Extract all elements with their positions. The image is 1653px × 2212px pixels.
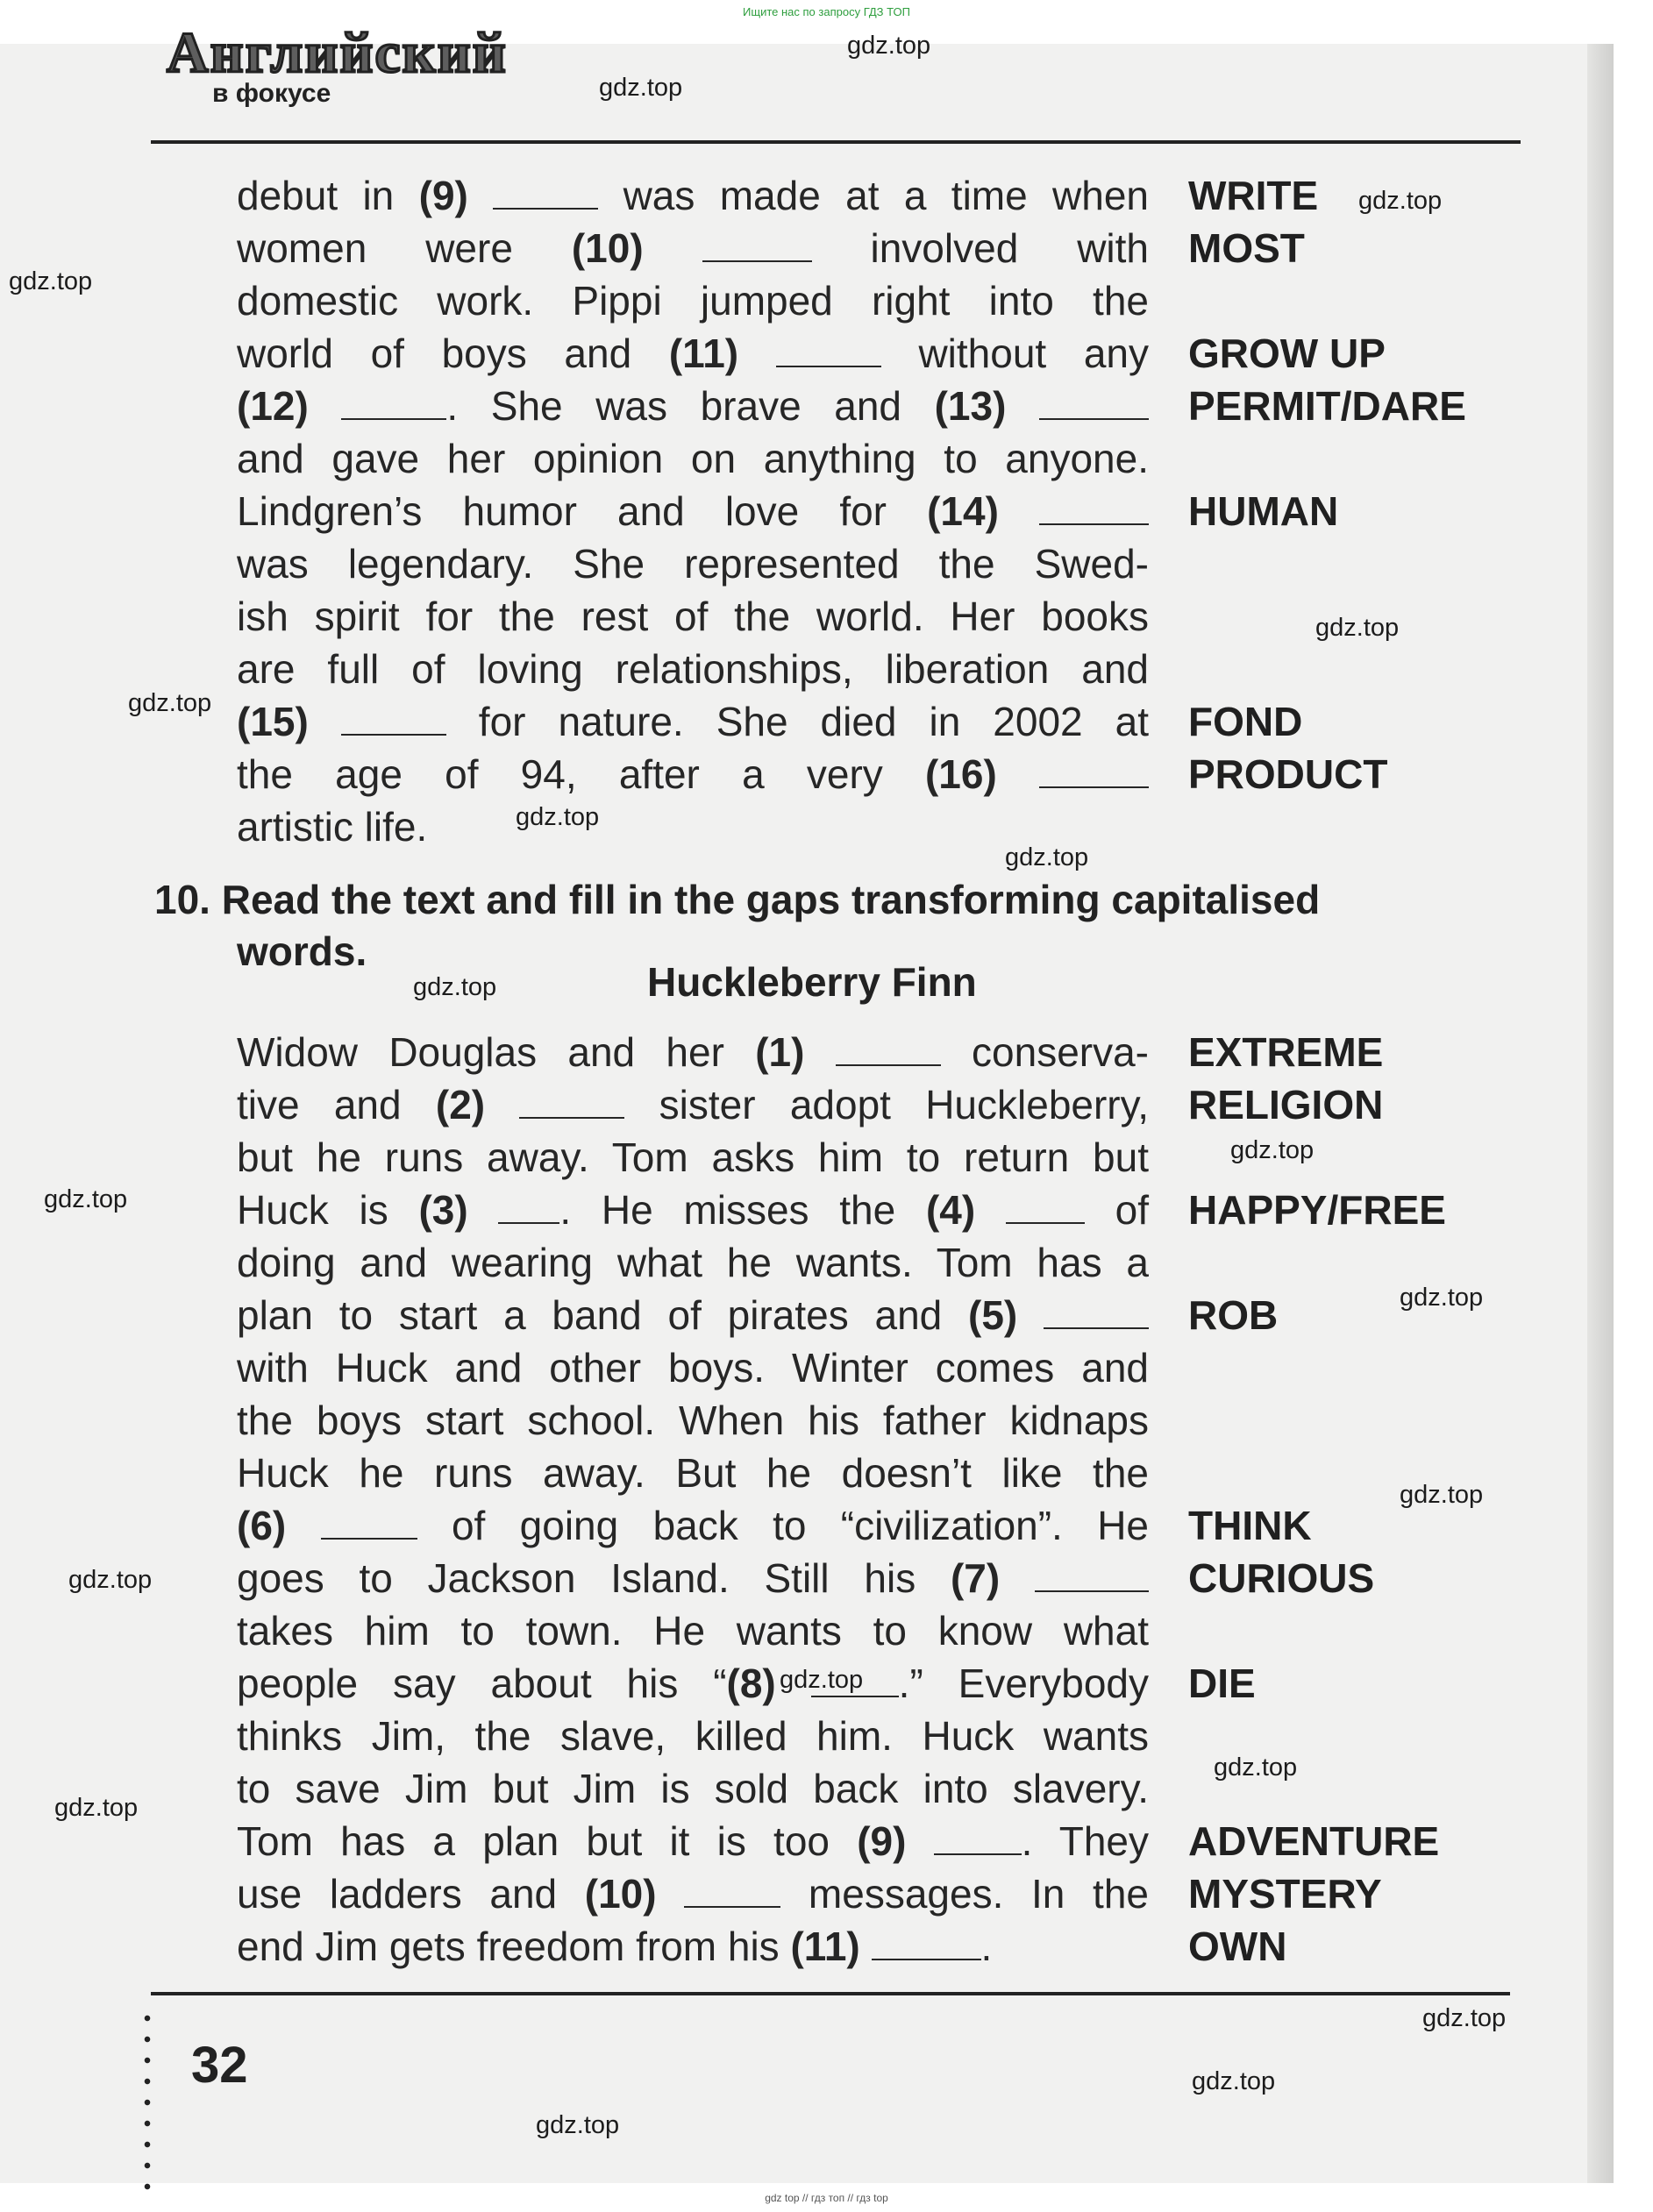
answer-gap[interactable] <box>321 1501 417 1540</box>
answer-gap[interactable] <box>1006 1185 1085 1224</box>
capitalised-word: OWN <box>1188 1924 1287 1969</box>
header-rule <box>151 140 1521 144</box>
answer-gap[interactable] <box>1044 1291 1149 1329</box>
capitalised-word: CURIOUS <box>1188 1555 1375 1601</box>
answer-gap[interactable] <box>836 1028 941 1066</box>
watermark: gdz.top <box>1192 2067 1276 2095</box>
answer-gap[interactable] <box>1039 381 1149 420</box>
gap-number: (2) <box>435 1082 486 1127</box>
text-line: with Huck and other boys. Winter comes and <box>237 1345 1149 1391</box>
text-line: thinks Jim, the slave, killed him. Huck wants <box>237 1713 1149 1759</box>
text-line: (15) for nature. She died in 2002 at <box>237 699 1149 744</box>
exercise-instruction: Read the text and fill in the gaps transforming capitalised <box>221 877 1321 922</box>
watermark: gdz.top <box>413 973 497 1001</box>
text-line: debut in (9) was made at a time when <box>237 173 1150 218</box>
text-line: and gave her opinion on anything to anyone. <box>237 436 1149 481</box>
answer-gap[interactable] <box>776 329 881 367</box>
capitalised-word: THINK <box>1188 1503 1312 1548</box>
text-line: end Jim gets freedom from his (11) . <box>237 1924 993 1969</box>
answer-gap[interactable] <box>498 1185 559 1224</box>
bottom-banner: gdz top // гдз топ // гдз top <box>765 2192 888 2204</box>
top-banner: Ищите нас по запросу ГДЗ ТОП <box>743 5 910 18</box>
watermark: gdz.top <box>1315 614 1400 642</box>
gap-number: (10) <box>571 225 644 271</box>
text-line: tive and (2) sister adopt Huckleberry, <box>237 1082 1149 1127</box>
capitalised-word: DIE <box>1188 1661 1256 1706</box>
book-logo <box>167 21 508 108</box>
text-line: women were (10) involved with <box>237 225 1149 271</box>
gap-number: (11) <box>668 331 739 376</box>
book-logo-subtitle: в фокусе <box>212 79 331 108</box>
answer-gap[interactable] <box>872 1922 981 1960</box>
capitalised-word: RELIGION <box>1188 1082 1384 1127</box>
text-line: the age of 94, after a very (16) <box>237 748 1149 800</box>
text-line: Tom has a plan but it is too (9) . They <box>237 1818 1150 1864</box>
gap-number: (10) <box>584 1871 657 1917</box>
capitalised-word: PRODUCT <box>1188 751 1388 797</box>
book-logo-title: Английский <box>167 21 508 85</box>
text-line: ish spirit for the rest of the world. Her books <box>237 594 1149 639</box>
gap-number: (4) <box>925 1187 976 1233</box>
text-line: (6) of going back to “civilization”. He <box>237 1503 1149 1548</box>
watermark: gdz.top <box>9 267 93 295</box>
text-line: domestic work. Pippi jumped right into the <box>237 278 1149 324</box>
text-line: to save Jim but Jim is sold back into slavery. <box>237 1766 1149 1811</box>
watermark: gdz.top <box>68 1566 153 1594</box>
text-line: Huck he runs away. But he doesn’t like the <box>237 1450 1149 1496</box>
gap-number: (8) <box>726 1661 776 1706</box>
gap-number: (7) <box>950 1555 1001 1601</box>
footer-rule <box>151 1992 1510 1995</box>
gap-number: (13) <box>934 383 1007 429</box>
text-line: (12) . She was brave and (13) <box>237 380 1149 432</box>
exercise-number: 10. <box>154 877 210 922</box>
answer-gap[interactable] <box>1039 750 1149 788</box>
story-title: Huckleberry Finn <box>647 959 977 1005</box>
text-line: use ladders and (10) messages. In the <box>237 1871 1149 1917</box>
answer-gap[interactable] <box>519 1080 624 1119</box>
text-line: artistic life. <box>237 804 428 850</box>
gap-number: (1) <box>755 1029 805 1075</box>
answer-gap[interactable] <box>341 697 446 736</box>
gap-number: (5) <box>968 1292 1018 1338</box>
watermark: gdz.top <box>847 32 931 60</box>
watermark: gdz.top <box>128 689 212 717</box>
capitalised-word: HUMAN <box>1188 488 1339 534</box>
gap-number: (15) <box>237 699 309 744</box>
capitalised-word: ROB <box>1188 1292 1279 1338</box>
text-line: people say about his “(8) .” Everybody <box>237 1661 1149 1706</box>
text-line: Huck is (3) . He misses the (4) of <box>237 1187 1149 1233</box>
text-line: plan to start a band of pirates and (5) <box>237 1289 1149 1341</box>
text-line: the boys start school. When his father kidnaps <box>237 1398 1149 1443</box>
answer-gap[interactable] <box>341 381 446 420</box>
watermark: gdz.top <box>536 2111 620 2139</box>
watermark: gdz.top <box>599 74 683 102</box>
watermark: gdz.top <box>1214 1753 1298 1782</box>
watermark: gdz.top <box>44 1185 128 1213</box>
capitalised-word: EXTREME <box>1188 1029 1384 1075</box>
text-line: Lindgren’s humor and love for (14) <box>237 485 1149 537</box>
answer-gap[interactable] <box>493 171 598 210</box>
text-line: world of boys and (11) without any <box>237 331 1150 376</box>
capitalised-word: HAPPY/FREE <box>1188 1187 1446 1233</box>
capitalised-word: GROW UP <box>1188 331 1386 376</box>
text-line: was legendary. She represented the Swed- <box>237 541 1149 587</box>
watermark: gdz.top <box>780 1666 864 1694</box>
watermark: gdz.top <box>1358 187 1443 215</box>
watermark: gdz.top <box>1422 2004 1507 2032</box>
watermark: gdz.top <box>1400 1481 1484 1509</box>
text-line: goes to Jackson Island. Still his (7) <box>237 1552 1149 1604</box>
capitalised-word: PERMIT/DARE <box>1188 383 1466 429</box>
gap-number: (9) <box>418 173 468 218</box>
answer-gap[interactable] <box>934 1817 1022 1855</box>
gap-number: (3) <box>418 1187 468 1233</box>
gap-number: (16) <box>924 751 997 797</box>
answer-gap[interactable] <box>684 1869 780 1908</box>
page-number: 32 <box>191 2037 248 2094</box>
watermark: gdz.top <box>516 803 600 831</box>
gap-number: (11) <box>790 1924 860 1969</box>
watermark: gdz.top <box>1005 843 1089 871</box>
gap-number: (9) <box>857 1818 907 1864</box>
gap-number: (14) <box>927 488 999 534</box>
capitalised-word: ADVENTURE <box>1188 1818 1440 1864</box>
text-line: doing and wearing what he wants. Tom has a <box>237 1240 1149 1285</box>
capitalised-word: FOND <box>1188 699 1303 744</box>
text-line: Widow Douglas and her (1) conserva- <box>237 1029 1149 1075</box>
watermark: gdz.top <box>54 1794 139 1822</box>
text-line: are full of loving relationships, liberation and <box>237 646 1149 692</box>
text-line: takes him to town. He wants to know what <box>237 1608 1149 1654</box>
page-edge-shadow <box>1587 44 1614 2183</box>
capitalised-word: WRITE <box>1188 173 1319 218</box>
watermark: gdz.top <box>1230 1136 1315 1164</box>
capitalised-word: MYSTERY <box>1188 1871 1382 1917</box>
answer-gap[interactable] <box>1035 1554 1149 1592</box>
answer-gap[interactable] <box>1039 487 1149 525</box>
answer-gap[interactable] <box>702 224 812 262</box>
exercise-10-heading-cont: words. <box>237 928 367 974</box>
capitalised-word: MOST <box>1188 225 1305 271</box>
exercise-10-heading <box>154 873 1320 926</box>
watermark: gdz.top <box>1400 1284 1484 1312</box>
dotted-margin <box>144 2008 151 2192</box>
gap-number: (6) <box>237 1503 287 1548</box>
text-line: but he runs away. Tom asks him to return but <box>237 1134 1149 1180</box>
gap-number: (12) <box>237 383 309 429</box>
